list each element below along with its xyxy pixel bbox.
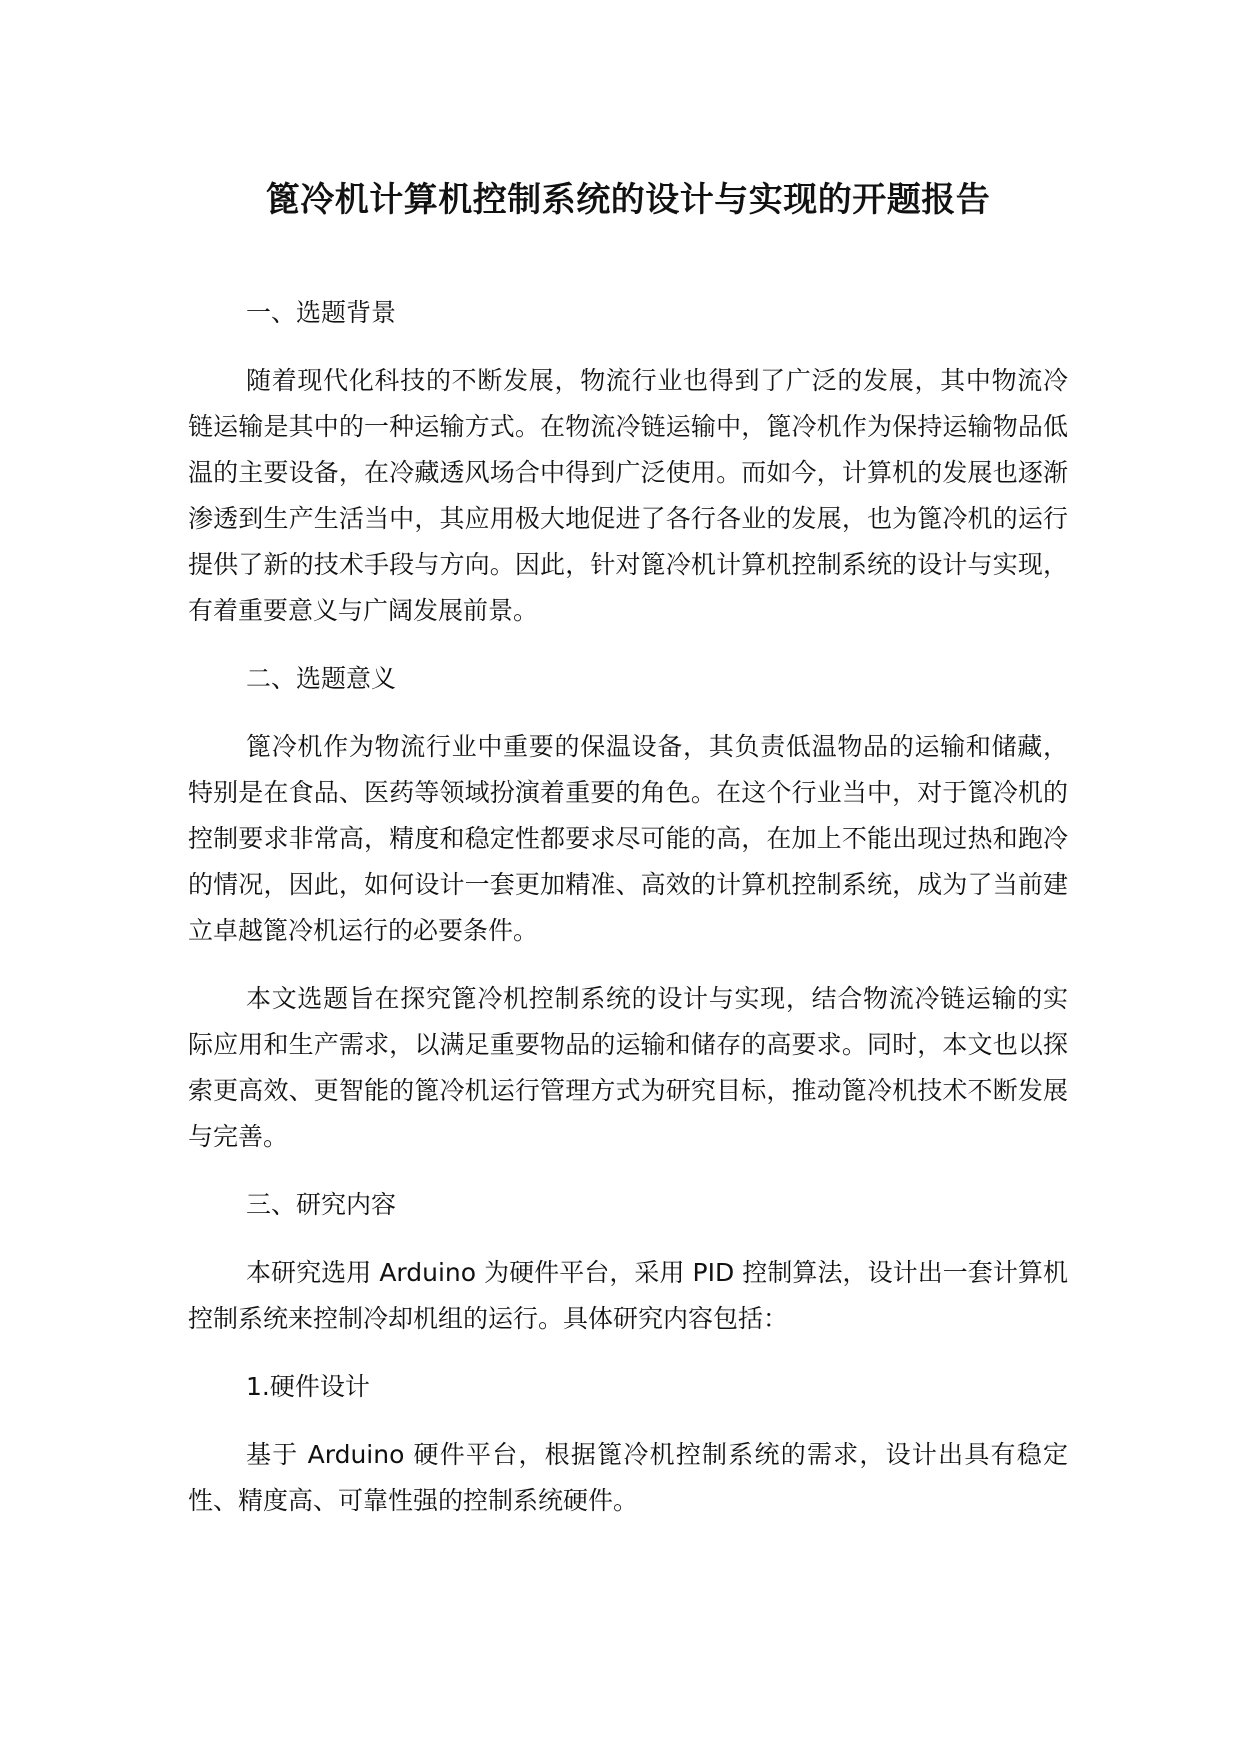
section-significance xyxy=(188,656,1068,1160)
paragraph: 随着现代化科技的不断发展，物流行业也得到了广泛的发展，其中物流冷链运输是其中的一种运输方式。在物流冷链运输中，篦冷机作为保持运输物品低温的主要设备，在冷藏透风场合中得到广泛使用。而如今，计算机的发展也逐渐渗透到生产生活当中，其应用极大地促进了各行各业的发展，也为篦冷机的运行提供了新的技术手段与方向。因此，针对篦冷机计算机控制系统的设计与实现，有着重要意义与广阔发展前景。 xyxy=(188,366,1068,625)
section-heading: 三、研究内容 xyxy=(246,1190,397,1219)
document-page xyxy=(188,170,1068,1546)
section-research-content xyxy=(188,1182,1068,1342)
paragraph: 本研究选用 Arduino 为硬件平台，采用 PID 控制算法，设计出一套计算机控制系统来控制冷却机组的运行。具体研究内容包括： xyxy=(188,1258,1068,1333)
section-heading: 二、选题意义 xyxy=(246,664,397,693)
section-hardware-design xyxy=(188,1364,1068,1524)
section-heading: 一、选题背景 xyxy=(246,298,397,327)
section-background xyxy=(188,290,1068,634)
paragraph: 基于 Arduino 硬件平台，根据篦冷机控制系统的需求，设计出具有稳定性、精度高、可靠性强的控制系统硬件。 xyxy=(188,1440,1068,1515)
section-heading: 1.硬件设计 xyxy=(246,1372,370,1401)
paragraph: 本文选题旨在探究篦冷机控制系统的设计与实现，结合物流冷链运输的实际应用和生产需求，以满足重要物品的运输和储存的高要求。同时，本文也以探索更高效、更智能的篦冷机运行管理方式为研究目标，推动篦冷机技术不断发展与完善。 xyxy=(188,984,1068,1151)
document-title: 篦冷机计算机控制系统的设计与实现的开题报告 xyxy=(265,180,991,220)
paragraph: 篦冷机作为物流行业中重要的保温设备，其负责低温物品的运输和储藏，特别是在食品、医药等领域扮演着重要的角色。在这个行业当中，对于篦冷机的控制要求非常高，精度和稳定性都要求尽可能的高，在加上不能出现过热和跑冷的情况，因此，如何设计一套更加精准、高效的计算机控制系统，成为了当前建立卓越篦冷机运行的必要条件。 xyxy=(188,732,1068,945)
